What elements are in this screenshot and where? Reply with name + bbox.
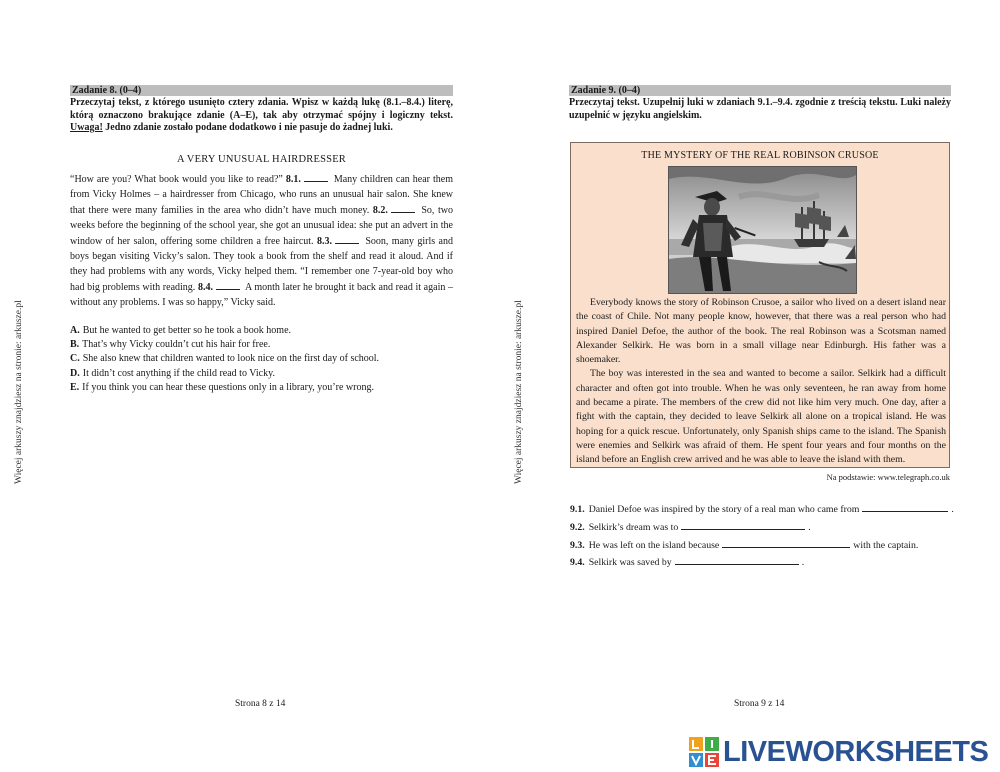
question-text: He was left on the island because [588,539,720,551]
article-paragraph: Everybody knows the story of Robinson Crusoe, a sailor who lived on a desert island near the coast of Chile. Not many people know, however, that there was a real person who had inspired Daniel Defoe, the author of the book. The real Robinson was a Scotsman named Alexander Selkirk. He was born in a small village near Edinburgh. His father was a shoemaker. [576,297,946,366]
article-box [570,142,950,468]
option-letter: E. [70,381,80,393]
option-letter: D. [70,367,80,379]
option-text: If you think you can hear these questions only in a library, you’re wrong. [82,381,374,393]
story-part: So, two weeks before the beginning of the school year, she got an unusual idea: she put an advert in the window of her salon, offering some children a free haircut. [70,204,453,247]
question-text-after: . [951,504,954,515]
question-9-2 [570,521,960,539]
side-note-left: Więcej arkuszy znajdziesz na stronie: arkusze.pl [14,300,24,484]
option-e [70,381,453,395]
gap-label: 8.4. [197,281,213,293]
gap-8-3-input[interactable] [335,235,359,244]
question-9-3 [570,539,960,557]
page-number-right: Strona 9 z 14 [734,699,785,709]
questions-list [570,503,960,574]
task-9-instruction: Przeczytaj tekst. Uzupełnij luki w zdaniach 9.1.–9.4. zgodnie z treścią tekstu. Luki należy uzupełnić w języku angielskim. [569,97,951,121]
instruction-note-label: Uwaga! [70,122,103,133]
option-text: It didn’t cost anything if the child read to Vicky. [82,367,275,379]
option-text: She also knew that children wanted to look nice on the first day of school. [82,353,380,365]
story-part: Soon, many girls and boys began visiting Vicky’s salon. They took a book from the shelf and read it aloud. And if they had problems with any words, Vicky helped them. “I remember one 7-year-old boy who had big problems with reading. [70,235,453,293]
option-d [70,367,453,381]
answer-9-4-input[interactable] [675,556,799,565]
liveworksheets-brand[interactable] [689,737,988,767]
option-text: That’s why Vicky couldn’t cut his hair for free. [82,339,271,351]
question-text-after: with the captain. [853,539,919,551]
question-text: Selkirk’s dream was to [588,521,679,533]
question-text-after: . [801,557,805,569]
task-8-header: Zadanie 8. (0–4) [70,85,453,96]
gap-8-2-input[interactable] [391,204,415,213]
question-text: Selkirk was saved by [588,557,672,569]
story-part: A month later he brought it back and read it again – without any problems. I was so happy,” Vicky said. [70,281,453,309]
answer-9-2-input[interactable] [681,521,805,530]
question-number: 9.4. [570,557,585,569]
option-letter: A. [70,325,80,336]
page-number-left: Strona 8 z 14 [235,699,286,709]
article-title: THE MYSTERY OF THE REAL ROBINSON CRUSOE [641,150,879,161]
question-9-1 [570,503,960,521]
question-number: 9.2. [570,521,585,533]
answer-9-1-input[interactable] [862,503,948,512]
gap-8-1-input[interactable] [304,173,328,182]
option-text: But he wanted to get better so he took a book home. [82,325,292,336]
option-letter: C. [70,353,80,365]
task-8-instruction [70,97,453,135]
options-list [70,324,453,395]
article-paragraph: The boy was interested in the sea and wanted to become a sailor. Selkirk had a difficult character and often got into trouble. When he was only seventeen, he ran away from home and became a pirate. The members of the crew did not like him very much. One day, after a fight with the captain, they decided to leave Selkirk all alone on a tropical island. He was hoping for a quick rescue. Unfortunately, only Spanish ships came to the island. The Spanish were enemies and Selkirk was afraid of them. He spent four years and four months on the island before an English crew arrived and he was able to leave the island with them. [576,368,946,466]
option-letter: B. [70,339,80,351]
side-note-right: Więcej arkuszy znajdziesz na stronie: arkusze.pl [514,300,524,484]
question-text: Daniel Defoe was inspired by the story of a real man who came from [588,504,860,515]
question-number: 9.1. [570,504,585,515]
robinson-crusoe-illustration [668,166,857,294]
question-text-after: . [808,521,811,533]
brand-text: LIVEWORKSHEETS [723,736,989,768]
source-note: Na podstawie: www.telegraph.co.uk [826,472,950,482]
gap-label: 8.1. [285,174,301,185]
option-c [70,352,453,366]
gap-label: 8.2. [372,204,388,216]
instruction-main: Przeczytaj tekst, z którego usunięto cztery zdania. Wpisz w każdą lukę (8.1.–8.4.) literę, którą oznaczono brakujące zdanie (A–E), tak aby otrzymać spójny i logiczny tekst. [70,97,453,121]
story-part: Many children can hear them from Vicky Holmes – a hairdresser from Chicago, who runs an unusual hair salon. She knew that there were many families in the area who didn’t have much money. [70,174,453,216]
instruction-note: Jedno zdanie zostało podane dodatkowo i nie pasuje do żadnej luki. [105,122,393,133]
option-a [70,324,453,338]
story-part: “How are you? What book would you like to read?” [70,174,286,185]
option-b [70,338,453,352]
question-number: 9.3. [570,539,585,551]
story-body [70,172,453,311]
liveworksheets-logo-icon [689,737,719,767]
gap-8-4-input[interactable] [216,281,240,290]
question-9-4 [570,556,960,574]
gap-label: 8.3. [316,235,332,247]
story-title: A VERY UNUSUAL HAIRDRESSER [176,154,347,165]
answer-9-3-input[interactable] [722,539,850,548]
article-text [576,296,946,468]
task-9-header: Zadanie 9. (0–4) [569,85,951,96]
